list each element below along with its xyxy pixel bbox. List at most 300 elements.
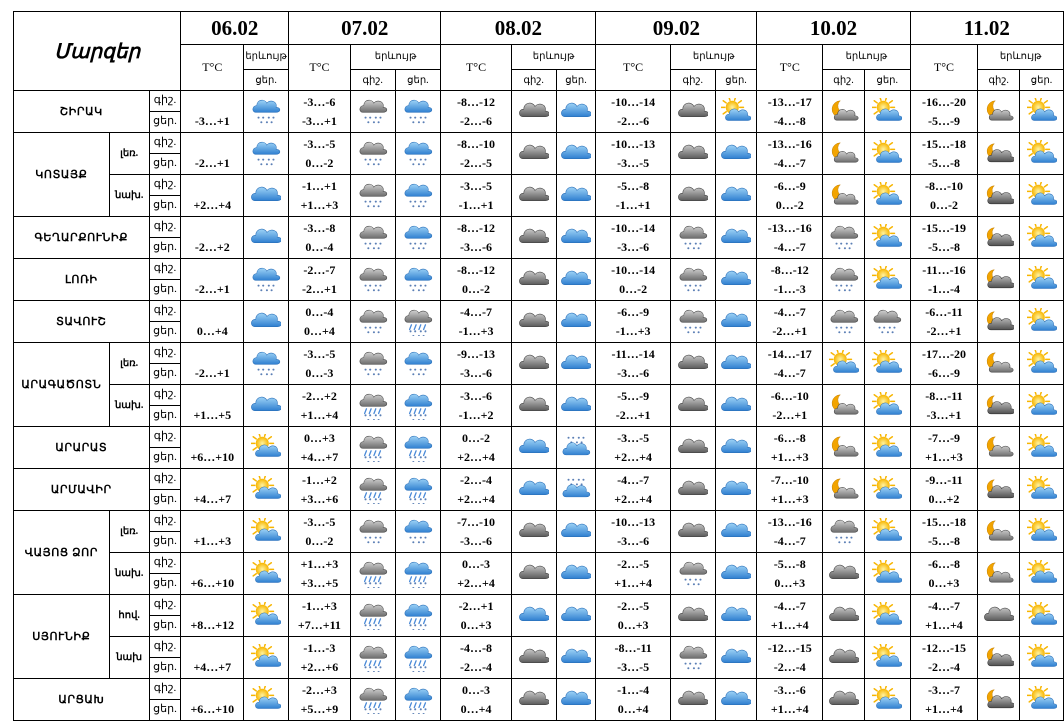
heavy-snow-cloud-icon (671, 560, 715, 588)
temperature-cell (289, 679, 351, 721)
temperature-cell (441, 511, 511, 553)
temperature-cell (181, 385, 244, 427)
day-label: ցեր. (150, 363, 181, 384)
night-subheader: գիշ. (823, 70, 865, 91)
weather-icon-cell (670, 427, 715, 469)
cloud-icon (716, 434, 757, 462)
moon-behind-cloud-icon (978, 518, 1019, 546)
day-temperature: +1…+3 (925, 449, 963, 464)
weather-icon-cell (864, 427, 910, 469)
cloud-icon (557, 98, 596, 126)
weather-icon-cell (350, 133, 395, 175)
night-temperature: -6…-9 (773, 178, 806, 193)
moon-behind-cloud-icon (823, 392, 864, 420)
dark-cloud-icon (512, 224, 556, 252)
temperature-cell (441, 301, 511, 343)
weather-icon-cell (395, 553, 441, 595)
night-temperature: -10…-13 (611, 514, 656, 529)
day-temperature: -5…-8 (927, 239, 960, 254)
weather-icon-cell (244, 469, 289, 511)
night-day-labels (149, 343, 181, 385)
day-temperature: 0…-2 (619, 281, 648, 296)
temperature-cell (289, 175, 351, 217)
day-temperature: 0…+4 (196, 323, 228, 338)
forecast-table (13, 11, 1064, 721)
weather-icon-cell (978, 595, 1020, 637)
table-row (14, 595, 1064, 637)
cloud-icon (512, 476, 556, 504)
region-name: ՎԱՅՈՑ ՁՈՐ (14, 511, 110, 595)
table-row (14, 553, 1064, 595)
dark-cloud-icon (512, 350, 556, 378)
night-temperature: -8…-12 (457, 220, 496, 235)
temperature-cell (757, 133, 823, 175)
weather-icon-cell (511, 427, 556, 469)
date-header: 07.02 (289, 12, 441, 45)
day-temperature: +7…+11 (297, 617, 341, 632)
cloud-icon (557, 308, 596, 336)
moon-behind-dark-cloud-icon (978, 308, 1019, 336)
sun-behind-cloud-icon (244, 560, 288, 588)
night-day-labels (149, 91, 181, 133)
weather-icon-cell (670, 133, 715, 175)
night-temperature (181, 387, 243, 406)
temperature-header: T°C (910, 45, 978, 91)
night-temperature: 0…+3 (304, 430, 335, 445)
day-temperature: 0…-2 (462, 281, 491, 296)
night-label: գիշ. (153, 556, 177, 568)
table-row (14, 175, 1064, 217)
weather-icon-cell (1020, 91, 1064, 133)
weather-icon-cell (556, 343, 596, 385)
weather-icon-cell (978, 637, 1020, 679)
dark-cloud-icon (671, 182, 715, 210)
subregion-label: նախ (109, 637, 149, 679)
weather-icon-cell (395, 427, 441, 469)
night-temperature: -8…-12 (457, 262, 496, 277)
weather-icon-cell (715, 553, 757, 595)
temperature-cell (289, 427, 351, 469)
day-subheader: ցեր. (864, 70, 910, 91)
night-temperature (181, 303, 243, 322)
night-temperature (181, 555, 243, 574)
region-name: ԱՐՑԱԽ (14, 679, 150, 721)
weather-icon-cell (823, 133, 865, 175)
temperature-cell (910, 385, 978, 427)
temperature-cell (910, 511, 978, 553)
temperature-header: T°C (181, 45, 244, 91)
dark-cloud-icon (671, 434, 715, 462)
day-label: ցեր. (150, 111, 181, 132)
weather-icon-cell (1020, 679, 1064, 721)
day-label: ցեր. (150, 531, 181, 552)
day-temperature: -4…-7 (773, 239, 806, 254)
weather-icon-cell (395, 217, 441, 259)
day-temperature: -2…+2 (194, 239, 230, 254)
temperature-cell (596, 133, 671, 175)
temperature-cell (596, 343, 671, 385)
weather-icon-cell (823, 343, 865, 385)
rain-cloud-icon (396, 434, 441, 462)
phenomenon-header: երևույթ (978, 45, 1064, 70)
night-temperature: -4…-7 (617, 472, 650, 487)
night-day-labels (149, 259, 181, 301)
snow-cloud-icon (396, 350, 441, 378)
weather-icon-cell (823, 385, 865, 427)
subregion-label: լեռ. (109, 511, 149, 553)
day-temperature: +2…+6 (300, 659, 339, 674)
temperature-cell (596, 385, 671, 427)
sun-behind-cloud-icon (865, 686, 910, 714)
weather-icon-cell (978, 301, 1020, 343)
dark-cloud-icon (512, 308, 556, 336)
night-label: գիշ. (153, 220, 177, 232)
night-temperature: -14…-17 (767, 346, 812, 361)
table-row (14, 301, 1064, 343)
cloud-icon (557, 518, 596, 546)
weather-icon-cell (670, 385, 715, 427)
night-label: գիշ. (153, 430, 177, 442)
dark-cloud-icon (512, 182, 556, 210)
temperature-cell (757, 91, 823, 133)
weather-icon-cell (244, 637, 289, 679)
weather-icon-cell (978, 217, 1020, 259)
sun-behind-cloud-icon (1020, 686, 1063, 714)
heavy-snow-cloud-icon (823, 266, 864, 294)
day-temperature: 0…+3 (617, 617, 649, 632)
day-subheader: ցեր. (556, 70, 596, 91)
sun-behind-cloud-icon (716, 98, 757, 126)
temperature-cell (596, 217, 671, 259)
weather-icon-cell (556, 259, 596, 301)
day-label: ցեր. (150, 615, 181, 636)
night-temperature: -6…-8 (927, 556, 960, 571)
weather-icon-cell (350, 637, 395, 679)
day-label: ցեր. (150, 153, 181, 174)
table-row (14, 133, 1064, 175)
temperature-cell (289, 385, 351, 427)
sun-behind-cloud-icon (865, 98, 910, 126)
weather-icon-cell (556, 595, 596, 637)
day-temperature: -2…+1 (194, 365, 230, 380)
weather-icon-cell (395, 469, 441, 511)
weather-icon-cell (823, 301, 865, 343)
sun-behind-cloud-icon (865, 476, 910, 504)
day-temperature: +4…+7 (193, 491, 232, 506)
night-label: գիշ. (153, 178, 177, 190)
temperature-cell (289, 637, 351, 679)
weather-icon-cell (244, 343, 289, 385)
day-temperature: -3…-6 (617, 365, 650, 380)
subregion-label: նախ. (109, 175, 149, 217)
night-temperature (181, 471, 243, 490)
weather-icon-cell (395, 595, 441, 637)
day-temperature: -2…+1 (194, 155, 230, 170)
moon-behind-dark-cloud-icon (978, 476, 1019, 504)
day-temperature: +4…+7 (300, 449, 339, 464)
dark-cloud-icon (978, 602, 1019, 630)
weather-icon-cell (1020, 469, 1064, 511)
moon-behind-cloud-icon (823, 98, 864, 126)
table-row (14, 679, 1064, 721)
region-name: ԱՐՄԱՎԻՐ (14, 469, 150, 511)
temperature-cell (596, 259, 671, 301)
day-temperature: 0…+2 (928, 491, 960, 506)
weather-icon-cell (244, 595, 289, 637)
subregion-label: լեռ. (109, 133, 149, 175)
dark-cloud-icon (671, 350, 715, 378)
moon-behind-dark-cloud-icon (978, 644, 1019, 672)
cloud-icon (716, 686, 757, 714)
moon-behind-cloud-icon (978, 434, 1019, 462)
night-temperature: -1…-4 (617, 682, 650, 697)
day-temperature: -5…-8 (927, 155, 960, 170)
weather-icon-cell (978, 385, 1020, 427)
cloud-icon (716, 518, 757, 546)
temperature-cell (910, 217, 978, 259)
dark-cloud-icon (512, 98, 556, 126)
night-temperature: 0…-4 (305, 304, 334, 319)
temperature-cell (596, 175, 671, 217)
weather-icon-cell (511, 679, 556, 721)
weather-icon-cell (864, 469, 910, 511)
day-temperature: -1…+2 (458, 407, 494, 422)
night-temperature: -2…+3 (302, 682, 337, 697)
temperature-cell (181, 511, 244, 553)
temperature-cell (910, 133, 978, 175)
weather-icon-cell (864, 259, 910, 301)
night-temperature: -3…-5 (617, 430, 650, 445)
weather-icon-cell (1020, 595, 1064, 637)
night-temperature: -3…-7 (927, 682, 960, 697)
weather-icon-cell (395, 511, 441, 553)
night-temperature (181, 135, 243, 154)
weather-icon-cell (823, 469, 865, 511)
column-title-regions: Մարզեր (14, 12, 181, 91)
dark-cloud-icon (671, 602, 715, 630)
weather-icon-cell (350, 469, 395, 511)
night-temperature: -4…-7 (460, 304, 493, 319)
moon-behind-cloud-icon (823, 182, 864, 210)
moon-behind-dark-cloud-icon (978, 392, 1019, 420)
weather-icon-cell (511, 511, 556, 553)
temperature-cell (441, 175, 511, 217)
day-label: ցեր. (150, 447, 181, 468)
weather-icon-cell (978, 133, 1020, 175)
day-label: ցեր. (150, 321, 181, 342)
sun-behind-cloud-icon (244, 476, 288, 504)
night-temperature: -3…-6 (460, 388, 493, 403)
weather-icon-cell (556, 91, 596, 133)
weather-icon-cell (395, 385, 441, 427)
night-temperature: -2…-7 (303, 262, 336, 277)
weather-icon-cell (395, 301, 441, 343)
temperature-cell (596, 427, 671, 469)
day-temperature: -1…-3 (773, 281, 806, 296)
day-label: ցեր. (150, 237, 181, 258)
night-temperature: -12…-15 (767, 640, 812, 655)
night-label: գիշ. (153, 94, 177, 106)
weather-icon-cell (1020, 553, 1064, 595)
temperature-cell (289, 133, 351, 175)
day-temperature: +2…+4 (457, 449, 495, 464)
temperature-cell (757, 595, 823, 637)
sun-behind-cloud-icon (1020, 266, 1063, 294)
rain-and-snow-icon (396, 308, 441, 336)
day-subheader: ցեր. (395, 70, 441, 91)
phenomenon-header: երևույթ (511, 45, 596, 70)
day-temperature: -2…-4 (773, 659, 806, 674)
rain-cloud-icon (396, 392, 441, 420)
heavy-snow-cloud-icon (823, 308, 864, 336)
night-day-labels (149, 595, 181, 637)
region-name: ՍՅՈՒՆԻՔ (14, 595, 110, 679)
phenomenon-header: երևույթ (823, 45, 911, 70)
weather-icon-cell (511, 301, 556, 343)
weather-icon-cell (556, 301, 596, 343)
subregion-label: հով. (109, 595, 149, 637)
day-label: ցեր. (150, 657, 181, 678)
cloud-icon (716, 602, 757, 630)
day-temperature: +6…+10 (190, 575, 235, 590)
weather-icon-cell (511, 469, 556, 511)
cloud-icon (716, 266, 757, 294)
region-name: ԳԵՂԱՐՔՈՒՆԻՔ (14, 217, 150, 259)
night-label: գիշ. (153, 262, 177, 274)
night-label: գիշ. (153, 472, 177, 484)
table-row (14, 511, 1064, 553)
weather-icon-cell (823, 427, 865, 469)
sun-behind-cloud-icon (865, 434, 910, 462)
temperature-cell (289, 217, 351, 259)
weather-icon-cell (1020, 343, 1064, 385)
weather-icon-cell (244, 259, 289, 301)
weather-icon-cell (556, 679, 596, 721)
temperature-cell (441, 427, 511, 469)
day-temperature: +2…+4 (457, 491, 495, 506)
night-temperature: -1…+1 (302, 178, 337, 193)
night-temperature: -4…-7 (773, 304, 806, 319)
day-temperature: -2…+1 (194, 281, 230, 296)
cloud-icon (716, 182, 757, 210)
weather-icon-cell (715, 259, 757, 301)
night-day-labels (149, 679, 181, 721)
day-temperature: 0…+4 (304, 323, 335, 338)
night-label: գիշ. (153, 136, 177, 148)
dark-cloud-icon (512, 266, 556, 294)
weather-icon-cell (864, 91, 910, 133)
temperature-cell (757, 679, 823, 721)
night-temperature: -13…-16 (767, 136, 812, 151)
night-label: գիշ. (153, 598, 177, 610)
subregion-label: նախ. (109, 553, 149, 595)
day-temperature: +3…+5 (300, 575, 339, 590)
weather-icon-cell (350, 679, 395, 721)
weather-icon-cell (823, 217, 865, 259)
temperature-cell (289, 301, 351, 343)
weather-icon-cell (244, 553, 289, 595)
day-temperature: 0…+4 (460, 701, 492, 716)
weather-icon-cell (511, 385, 556, 427)
night-temperature: -2…+1 (458, 598, 494, 613)
weather-icon-cell (823, 553, 865, 595)
sun-behind-cloud-icon (865, 350, 910, 378)
night-day-labels (149, 511, 181, 553)
region-name: ԼՈՌԻ (14, 259, 150, 301)
night-temperature: -13…-16 (767, 514, 812, 529)
night-temperature: -5…-8 (773, 556, 806, 571)
temperature-cell (596, 301, 671, 343)
temperature-cell (441, 91, 511, 133)
weather-icon-cell (670, 343, 715, 385)
day-temperature: -2…+1 (772, 407, 808, 422)
night-temperature: -13…-17 (767, 94, 812, 109)
day-temperature: -2…+1 (926, 323, 962, 338)
night-temperature: -2…+2 (302, 388, 337, 403)
moon-behind-cloud-icon (978, 350, 1019, 378)
weather-icon-cell (511, 259, 556, 301)
temperature-cell (757, 385, 823, 427)
heavy-snow-cloud-icon (823, 224, 864, 252)
weather-icon-cell (670, 91, 715, 133)
temperature-cell (596, 553, 671, 595)
dark-cloud-icon (823, 602, 864, 630)
temperature-cell (757, 469, 823, 511)
weather-icon-cell (978, 259, 1020, 301)
night-label: գիշ. (153, 388, 177, 400)
cloud-icon (557, 392, 596, 420)
weather-icon-cell (715, 133, 757, 175)
heavy-snow-cloud-icon (351, 98, 395, 126)
heavy-snow-cloud-icon (351, 518, 395, 546)
date-header: 06.02 (181, 12, 289, 45)
temperature-cell (441, 385, 511, 427)
dark-cloud-icon (671, 518, 715, 546)
cloud-icon (557, 182, 596, 210)
day-temperature: -4…-7 (773, 533, 806, 548)
temperature-cell (289, 259, 351, 301)
weather-icon-cell (395, 91, 441, 133)
table-row (14, 637, 1064, 679)
day-temperature: -3…-6 (460, 365, 493, 380)
snow-cloud-icon (396, 140, 441, 168)
day-temperature: -3…-5 (617, 659, 650, 674)
sun-behind-cloud-icon (865, 560, 910, 588)
date-header: 11.02 (910, 12, 1063, 45)
temperature-cell (910, 301, 978, 343)
day-temperature: 0…+4 (617, 701, 649, 716)
weather-icon-cell (350, 385, 395, 427)
table-row (14, 343, 1064, 385)
sun-behind-cloud-icon (865, 140, 910, 168)
weather-icon-cell (244, 175, 289, 217)
day-label: ցեր. (150, 405, 181, 426)
sun-behind-cloud-icon (244, 644, 288, 672)
temperature-cell (910, 469, 978, 511)
weather-icon-cell (350, 259, 395, 301)
temperature-cell (441, 343, 511, 385)
temperature-cell (910, 427, 978, 469)
weather-icon-cell (670, 679, 715, 721)
temperature-cell (181, 217, 244, 259)
day-temperature: -2…-6 (460, 113, 493, 128)
day-temperature: +1…+4 (300, 407, 339, 422)
day-temperature: -1…+1 (615, 197, 651, 212)
temperature-cell (757, 301, 823, 343)
weather-icon-cell (556, 469, 596, 511)
day-temperature: +6…+10 (190, 449, 235, 464)
night-temperature: -1…+2 (302, 472, 337, 487)
